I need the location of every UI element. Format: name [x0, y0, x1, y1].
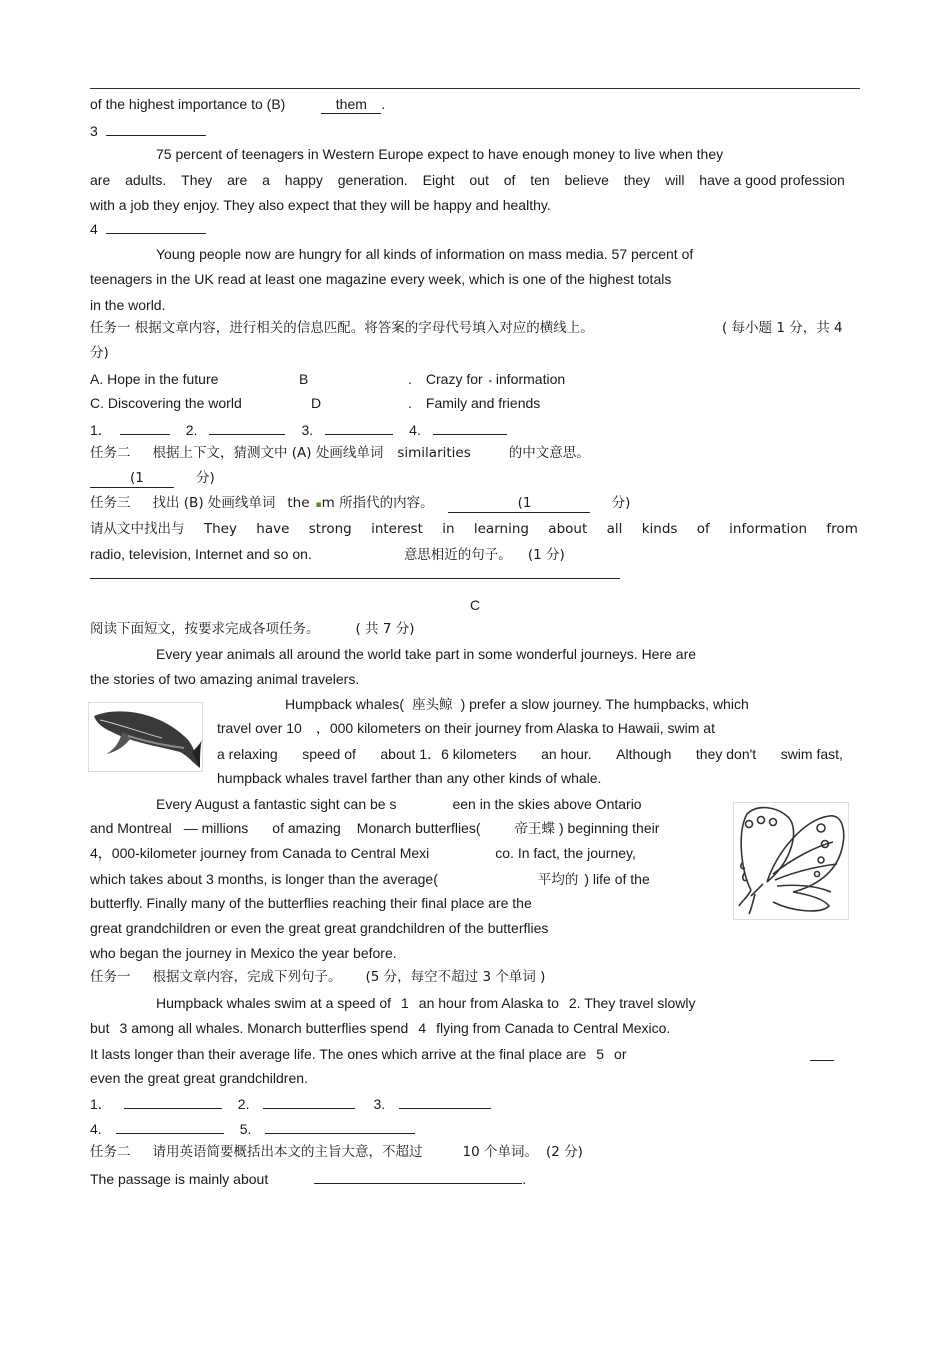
blank-4[interactable]	[433, 420, 507, 435]
p3-l2-word: are	[90, 172, 111, 188]
c-blank-label-4: 4.	[90, 1121, 102, 1137]
item3-heading	[90, 121, 206, 140]
summary-end: .	[522, 1171, 527, 1187]
bf-l2a: and Montreal	[90, 820, 172, 836]
task2-b	[90, 444, 590, 462]
p4-line-1: Young people now are hungry for all kinds of information on mass media. 57 percent of	[156, 246, 694, 262]
task1-c-label: 任务一	[90, 969, 131, 985]
option-a-text: Hope in the future	[107, 371, 219, 387]
task4-l1-word: learning	[473, 521, 529, 537]
summary-line-1	[156, 994, 695, 1012]
summary-line-4: even the great great grandchildren.	[90, 1070, 308, 1086]
option-a	[90, 370, 218, 388]
bf-l2c: of amazing	[272, 820, 341, 836]
task1-c-score: (5 分，每空不超过 3 个单词 )	[365, 969, 546, 985]
task2-b-word: similarities	[397, 445, 471, 461]
task1-c-text: 根据文章内容，完成下列句子。	[152, 969, 342, 985]
s-l2b: 3	[119, 1020, 128, 1036]
bf-l2e: ) beginning their	[559, 820, 660, 836]
p3-l2-word: a	[262, 172, 270, 188]
bf-l4-cn: 平均的	[537, 872, 579, 888]
option-c	[90, 394, 242, 412]
bf-l4a: which takes about 3 months, is longer than the average(	[90, 871, 438, 887]
section-c-intro-text: 阅读下面短文，按要求完成各项任务。	[90, 621, 320, 637]
option-d-dot: .	[408, 395, 412, 411]
summary-prefix: The passage is mainly about	[90, 1171, 269, 1187]
whale-l3-word: about 1．6 kilometers	[380, 746, 517, 762]
p3-line-2	[90, 171, 845, 189]
bf-line-2	[90, 819, 659, 838]
task4-b-cn: 意思相近的句子。	[403, 547, 512, 563]
p4-line-2: teenagers in the UK read at least one magazine every week, which is one of the highest totals	[90, 271, 672, 287]
blank-1[interactable]	[120, 420, 170, 435]
p3-l2-word: Eight	[422, 172, 455, 188]
task4-l1-word: all	[606, 521, 623, 537]
bf-line-3	[90, 844, 636, 862]
prev-line-text: of the highest importance to (B)	[90, 96, 286, 112]
task4-l1-word: from	[826, 521, 858, 537]
option-d-text: Family and friends	[425, 395, 541, 411]
task3-b-score-a: (1	[517, 495, 532, 511]
whale-line-1	[285, 695, 749, 714]
whale-line-2: travel over 10 ，000 kilometers on their journey from Alaska to Hawaii, swim at	[217, 720, 715, 736]
task1-b-score-2: 分)	[90, 345, 109, 361]
task4-l1-word: interest	[371, 521, 423, 537]
p3-l2-word: adults.	[125, 172, 167, 188]
c-blank-label-2: 2.	[237, 1096, 250, 1112]
p3-l2-word: of	[503, 172, 516, 188]
option-b-label: B	[299, 371, 309, 387]
answer-them-text: them	[335, 96, 367, 112]
task4-b-score: (1 分)	[527, 547, 565, 563]
task3-b-word-b: m 所指代的内容。	[321, 495, 434, 511]
blank-label-2: 2.	[185, 422, 198, 438]
bf-l1a: Every August a fantastic sight can be s	[156, 796, 397, 812]
task4-l1-word: about	[548, 521, 588, 537]
task2-b-score-line	[90, 469, 215, 488]
whale-l1a: Humpback whales(	[285, 696, 405, 712]
task3-b-score-b: 分)	[611, 495, 631, 511]
task4-l1-word: have	[256, 521, 290, 537]
option-b-text-2: information	[495, 371, 566, 387]
summary-answer-blank[interactable]	[314, 1169, 522, 1184]
option-d-label: D	[311, 395, 322, 411]
whale-l3-word: they don't	[695, 746, 757, 762]
c-blank-4[interactable]	[116, 1119, 224, 1134]
c-blank-5[interactable]	[265, 1119, 415, 1134]
c-blank-3[interactable]	[399, 1094, 491, 1109]
item3-blank[interactable]	[106, 121, 206, 136]
task2-b-label: 任务二	[90, 445, 131, 461]
task1-b-score: ( 每小题 1 分，共 4	[722, 320, 843, 336]
c-blank-label-5: 5.	[239, 1121, 252, 1137]
section-c-intro-score: ( 共 7 分)	[355, 621, 415, 637]
task4-l1-word: information	[729, 521, 808, 537]
s-l3c: or	[614, 1046, 627, 1062]
p4-line-3: in the world.	[90, 297, 166, 313]
prev-line	[90, 95, 385, 114]
bf-line-4	[90, 870, 650, 889]
s-l3b: 5	[596, 1046, 605, 1062]
option-c-text: Discovering the world	[107, 395, 242, 411]
blank-label-4: 4.	[409, 422, 421, 438]
whale-line-4: humpback whales travel farther than any other kinds of whale.	[217, 770, 602, 786]
task2-b-score-a: (1	[130, 470, 144, 486]
green-dot-mark: ▪	[488, 376, 492, 386]
s-l1c: an hour from Alaska to	[418, 995, 559, 1011]
c-blank-1[interactable]	[124, 1094, 222, 1109]
whale-l3-word: swim fast,	[780, 746, 843, 762]
p3-l2-word: they	[623, 172, 651, 188]
task4-l1-word: in	[442, 521, 455, 537]
option-c-label: C.	[90, 395, 104, 411]
whale-l3-word: speed of	[302, 746, 356, 762]
task2-c-label: 任务二	[90, 1144, 131, 1160]
item4-heading	[90, 219, 206, 238]
task4-l1-word: strong	[308, 521, 352, 537]
p3-l2-word: generation.	[337, 172, 408, 188]
task1-b-line	[90, 319, 594, 337]
bf-l2d: Monarch butterflies(	[356, 820, 481, 836]
item4-number: 4	[90, 221, 98, 237]
bf-l4b: ) life of the	[584, 871, 650, 887]
answer-them	[321, 95, 381, 114]
whale-line-3	[217, 745, 843, 763]
summary-blank-stub[interactable]	[810, 1060, 834, 1061]
humpback-whale-image	[88, 702, 203, 772]
p3-l2-word: ten	[530, 172, 550, 188]
task3-b-word-a: the	[287, 495, 310, 511]
whale-cn: 座头鲸	[412, 697, 453, 713]
s-l2a: but	[90, 1020, 110, 1036]
bf-line-5: butterfly. Finally many of the butterflies reaching their final place are the	[90, 895, 532, 911]
task2-b-end: 的中文意思。	[508, 445, 590, 461]
s-l2c: among all whales. Monarch butterflies spend	[131, 1020, 409, 1036]
task3-b-label: 任务三	[90, 495, 131, 511]
task4-b-answer-line[interactable]	[90, 578, 620, 579]
bf-line-1	[156, 795, 642, 813]
option-b-text: Crazy for	[425, 371, 483, 387]
section-c-intro	[90, 620, 415, 638]
blank-3[interactable]	[325, 420, 393, 435]
bf-line-6: great grandchildren or even the great great grandchildren of the butterflies	[90, 920, 549, 936]
c-blank-label-1: 1．	[90, 1096, 112, 1112]
option-b	[408, 370, 565, 390]
p3-l2-word: have a good profession	[699, 172, 845, 188]
task2-c-limit: 10 个单词。	[462, 1144, 538, 1160]
blank-label-1: 1．	[90, 422, 112, 438]
c-p1-line-2: the stories of two amazing animal travelers.	[90, 671, 360, 687]
whale-l3-word: Although	[616, 746, 672, 762]
task4-l1-word: kinds	[641, 521, 678, 537]
c-p1-line-1: Every year animals all around the world take part in some wonderful journeys. Here are	[156, 646, 697, 662]
s-l3a: It lasts longer than their average life. The ones which arrive at the final place are	[90, 1046, 587, 1062]
whale-l1b: ) prefer a slow journey. The humpbacks, which	[460, 696, 749, 712]
task4-l1-word: They	[203, 521, 237, 537]
option-a-label: A.	[90, 371, 104, 387]
answer-blanks-c-2	[90, 1119, 415, 1138]
summary-line-2	[90, 1019, 670, 1037]
task4-l1-word: of	[696, 521, 710, 537]
option-d	[408, 394, 540, 412]
p3-l2-word: They	[181, 172, 213, 188]
monarch-butterfly-image	[733, 802, 849, 920]
task2-c-score: (2 分)	[545, 1144, 583, 1160]
bf-cn: 帝王蝶	[514, 821, 555, 837]
prev-line-end: .	[381, 96, 386, 112]
task1-b-text: 任务一 根据文章内容，进行相关的信息匹配。将答案的字母代号填入对应的横线上。	[90, 320, 594, 336]
item3-number: 3	[90, 123, 98, 139]
bf-l1b: een in the skies above Ontario	[452, 796, 642, 812]
whale-l3-word: an hour.	[541, 746, 592, 762]
p3-line-1: 75 percent of teenagers in Western Europe expect to have enough money to live when they	[156, 146, 724, 162]
task4-b-line-2	[90, 545, 565, 564]
task4-b-text-2: radio, television, Internet and so on.	[90, 546, 312, 562]
task2-c-text: 请用英语简要概括出本文的主旨大意，不超过	[152, 1144, 423, 1160]
bf-l3a: 4，000-kilometer journey from Canada to Central Mexi	[90, 845, 430, 861]
summary-line-3	[90, 1045, 627, 1063]
summary-prompt	[90, 1169, 526, 1188]
blank-label-3: 3.	[301, 422, 314, 438]
s-l2e: flying from Canada to Central Mexico.	[436, 1020, 671, 1036]
task2-b-text: 根据上下文，猜测文中 (A) 处画线单词	[152, 445, 384, 461]
task2-b-score-b: 分)	[196, 470, 215, 486]
top-rule	[90, 88, 860, 89]
bf-l3b: co. In fact, the journey,	[495, 845, 636, 861]
s-l1b: 1	[401, 995, 409, 1011]
section-c-heading: C	[469, 597, 481, 613]
c-blank-label-3: 3.	[373, 1096, 386, 1112]
task1-c	[90, 968, 545, 986]
whale-l3-word: a relaxing	[217, 746, 278, 762]
item4-blank[interactable]	[106, 219, 206, 234]
p3-line-3: with a job they enjoy. They also expect that they will be happy and healthy.	[90, 197, 551, 213]
task3-b-text: 找出 (B) 处画线单词	[152, 495, 276, 511]
s-l1a: Humpback whales swim at a speed of	[156, 995, 391, 1011]
s-l1d: 2	[568, 995, 577, 1011]
option-b-dot: .	[408, 371, 412, 387]
task2-c	[90, 1143, 583, 1161]
p3-l2-word: believe	[564, 172, 609, 188]
task4-l1-word: 请从文中找出与	[90, 521, 185, 537]
task3-b	[90, 494, 630, 514]
task2-b-blank[interactable]	[90, 469, 174, 488]
bf-l2b: — millions	[183, 820, 249, 836]
green-dot-mark-2: ▪	[315, 500, 322, 510]
s-l2d: 4	[418, 1020, 427, 1036]
answer-blanks-b	[90, 420, 507, 439]
p3-l2-word: happy	[284, 172, 323, 188]
blank-2[interactable]	[209, 420, 285, 435]
c-blank-2[interactable]	[263, 1094, 355, 1109]
task3-b-blank[interactable]	[448, 494, 590, 513]
s-l1e: . They travel slowly	[576, 995, 696, 1011]
p3-l2-word: will	[665, 172, 685, 188]
bf-line-7: who began the journey in Mexico the year before.	[90, 945, 397, 961]
p3-l2-word: out	[469, 172, 489, 188]
answer-blanks-c-1	[90, 1094, 491, 1113]
task4-b-line-1	[90, 520, 858, 538]
p3-l2-word: are	[227, 172, 248, 188]
